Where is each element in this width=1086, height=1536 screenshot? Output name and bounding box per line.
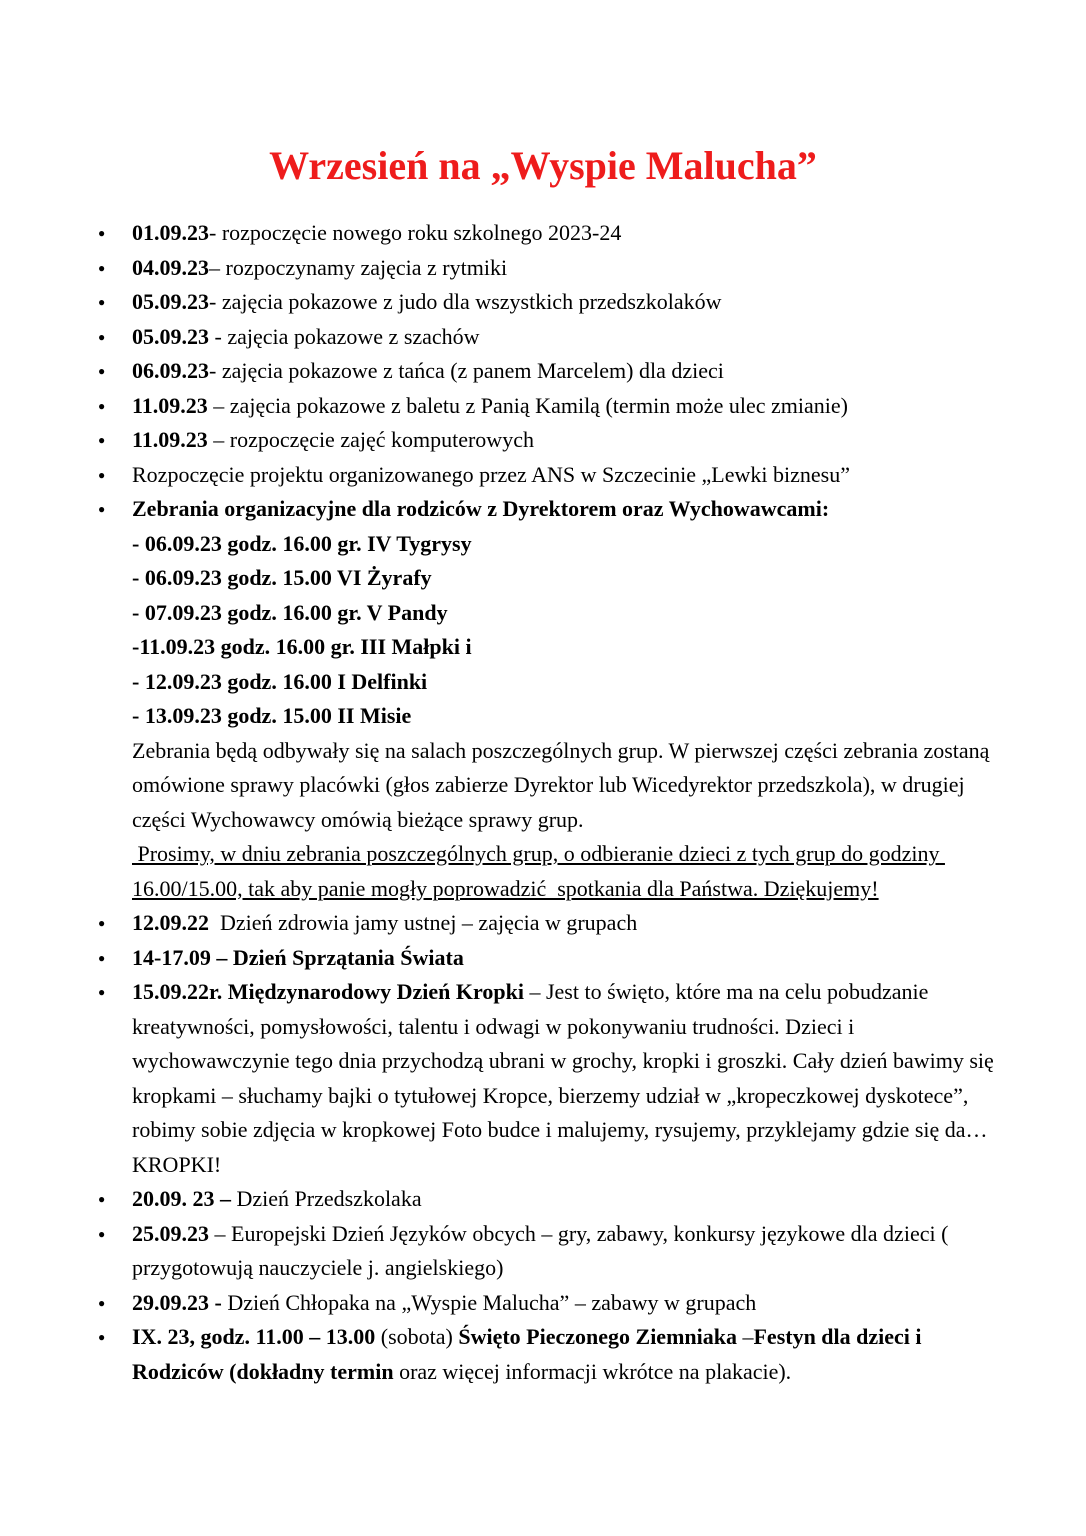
- meeting-line: -11.09.23 godz. 16.00 gr. III Małpki i: [132, 634, 472, 659]
- event-text: - zajęcia pokazowe z judo dla wszystkich przedszkolaków: [209, 289, 722, 314]
- list-item: [0, 458, 1086, 493]
- meetings-note: Zebrania będą odbywały się na salach poszczególnych grup. W pierwszej części zebrania zostaną omówione sprawy placówki (głos zabierze Dyrektor lub Wicedyrektor przedszkola), w drugiej części Wychowawcy omówią bieżące sprawy grup.: [132, 737, 990, 832]
- event-title: 15.09.22r. Międzynarodowy Dzień Kropki: [132, 979, 524, 1004]
- event-text: – Jest to święto, które ma na celu pobudzanie kreatywności, pomysłowości, talentu i odwagi w pokonywaniu trudności. Dzieci i wychowawczynie tego dnia przychodzą ubrani w grochy, kropki i groszki. Cały dzień bawimy się kropkami – słuchamy bajki o tytułowej Kropce, bierzemy udział w „kropeczkowej dyskotece”, robimy sobie zdjęcia w kropkowej Foto budce i malujemy, rysujemy, przyklejamy gdzie się da…KROPKI!: [132, 979, 994, 1177]
- event-list: [0, 216, 1086, 1389]
- event-text: Dzień Chłopaka na „Wyspie Malucha” – zabawy w grupach: [221, 1289, 757, 1315]
- event-text: oraz więcej informacji wkrótce na plakacie).: [393, 1358, 792, 1384]
- event-text: Dzień Przedszkolaka: [231, 1186, 422, 1211]
- list-item: [0, 975, 1086, 1182]
- meeting-line: - 07.09.23 godz. 16.00 gr. V Pandy: [132, 599, 448, 625]
- event-date: 29.09.23 -: [132, 1289, 222, 1315]
- meetings-heading: ● Zebrania organizacyjne dla rodziców z Dyrektorem oraz Wychowawcami:: [132, 496, 830, 521]
- meeting-line: - 06.09.23 godz. 15.00 VI Żyrafy: [132, 565, 432, 590]
- list-item: [0, 906, 1086, 941]
- event-date: 20.09. 23 –: [132, 1186, 231, 1211]
- event-text: – Europejski Dzień Języków obcych – gry, zabawy, konkursy językowe dla dzieci ( przygotowują nauczyciele j. angielskiego): [132, 1220, 949, 1280]
- event-date: 01.09.23: [132, 220, 209, 245]
- event-date: 05.09.23: [132, 289, 209, 314]
- list-item: [0, 320, 1086, 355]
- list-item: [0, 354, 1086, 389]
- meeting-line: - 13.09.23 godz. 15.00 II Misie: [132, 703, 412, 728]
- event-date: IX. 23, godz. 11.00 – 13.00: [132, 1324, 376, 1349]
- list-item: [0, 423, 1086, 458]
- meetings-request: Prosimy, w dniu zebrania poszczególnych grup, o odbieranie dzieci z tych grup do godziny 16.00/15.00, tak aby panie mogły poprowadzić spotkania dla Państwa. Dziękujemy!: [132, 841, 945, 901]
- event-text: – rozpoczynamy zajęcia z rytmiki: [209, 254, 508, 280]
- list-item: [0, 941, 1086, 976]
- list-item: [0, 1286, 1086, 1321]
- event-text: - zajęcia pokazowe z szachów: [209, 323, 480, 349]
- event-date: 05.09.23: [132, 323, 209, 349]
- list-item: [0, 389, 1086, 424]
- meeting-line: - 06.09.23 godz. 16.00 gr. IV Tygrysy: [132, 530, 472, 556]
- event-text: –: [736, 1324, 754, 1349]
- event-title: 14-17.09 – Dzień Sprzątania Świata: [132, 944, 464, 970]
- page-title: Wrzesień na „Wyspie Malucha”: [269, 143, 817, 188]
- list-item: [0, 1182, 1086, 1217]
- event-text: - zajęcia pokazowe z tańca (z panem Marcelem) dla dzieci: [209, 358, 724, 383]
- meetings-item: [0, 492, 1086, 906]
- event-text: - rozpoczęcie nowego roku szkolnego 2023-24: [209, 220, 622, 245]
- event-text: (sobota): [375, 1324, 459, 1349]
- event-date: 11.09.23: [132, 427, 208, 452]
- event-text: Dzień zdrowia jamy ustnej – zajęcia w grupach: [209, 910, 638, 935]
- list-item: [0, 216, 1086, 251]
- list-item: [0, 1217, 1086, 1286]
- event-text: – rozpoczęcie zajęć komputerowych: [207, 427, 534, 452]
- event-date: 11.09.23: [132, 392, 208, 418]
- event-title: Święto Pieczonego Ziemniaka: [458, 1324, 737, 1349]
- event-text: Rozpoczęcie projektu organizowanego przez ANS w Szczecinie „Lewki biznesu”: [132, 461, 850, 487]
- event-date: 06.09.23: [132, 358, 209, 383]
- event-title: Festyn dla dzieci i Rodziców (dokładny termin: [132, 1324, 922, 1384]
- event-date: 12.09.22: [132, 910, 209, 935]
- meeting-line: - 12.09.23 godz. 16.00 I Delfinki: [132, 668, 428, 694]
- event-date: 04.09.23: [132, 254, 209, 280]
- list-item: [0, 251, 1086, 286]
- list-item: [0, 285, 1086, 320]
- event-text: – zajęcia pokazowe z baletu z Panią Kamilą (termin może ulec zmianie): [207, 392, 848, 418]
- event-date: 25.09.23: [132, 1220, 209, 1246]
- list-item: [0, 1320, 1086, 1389]
